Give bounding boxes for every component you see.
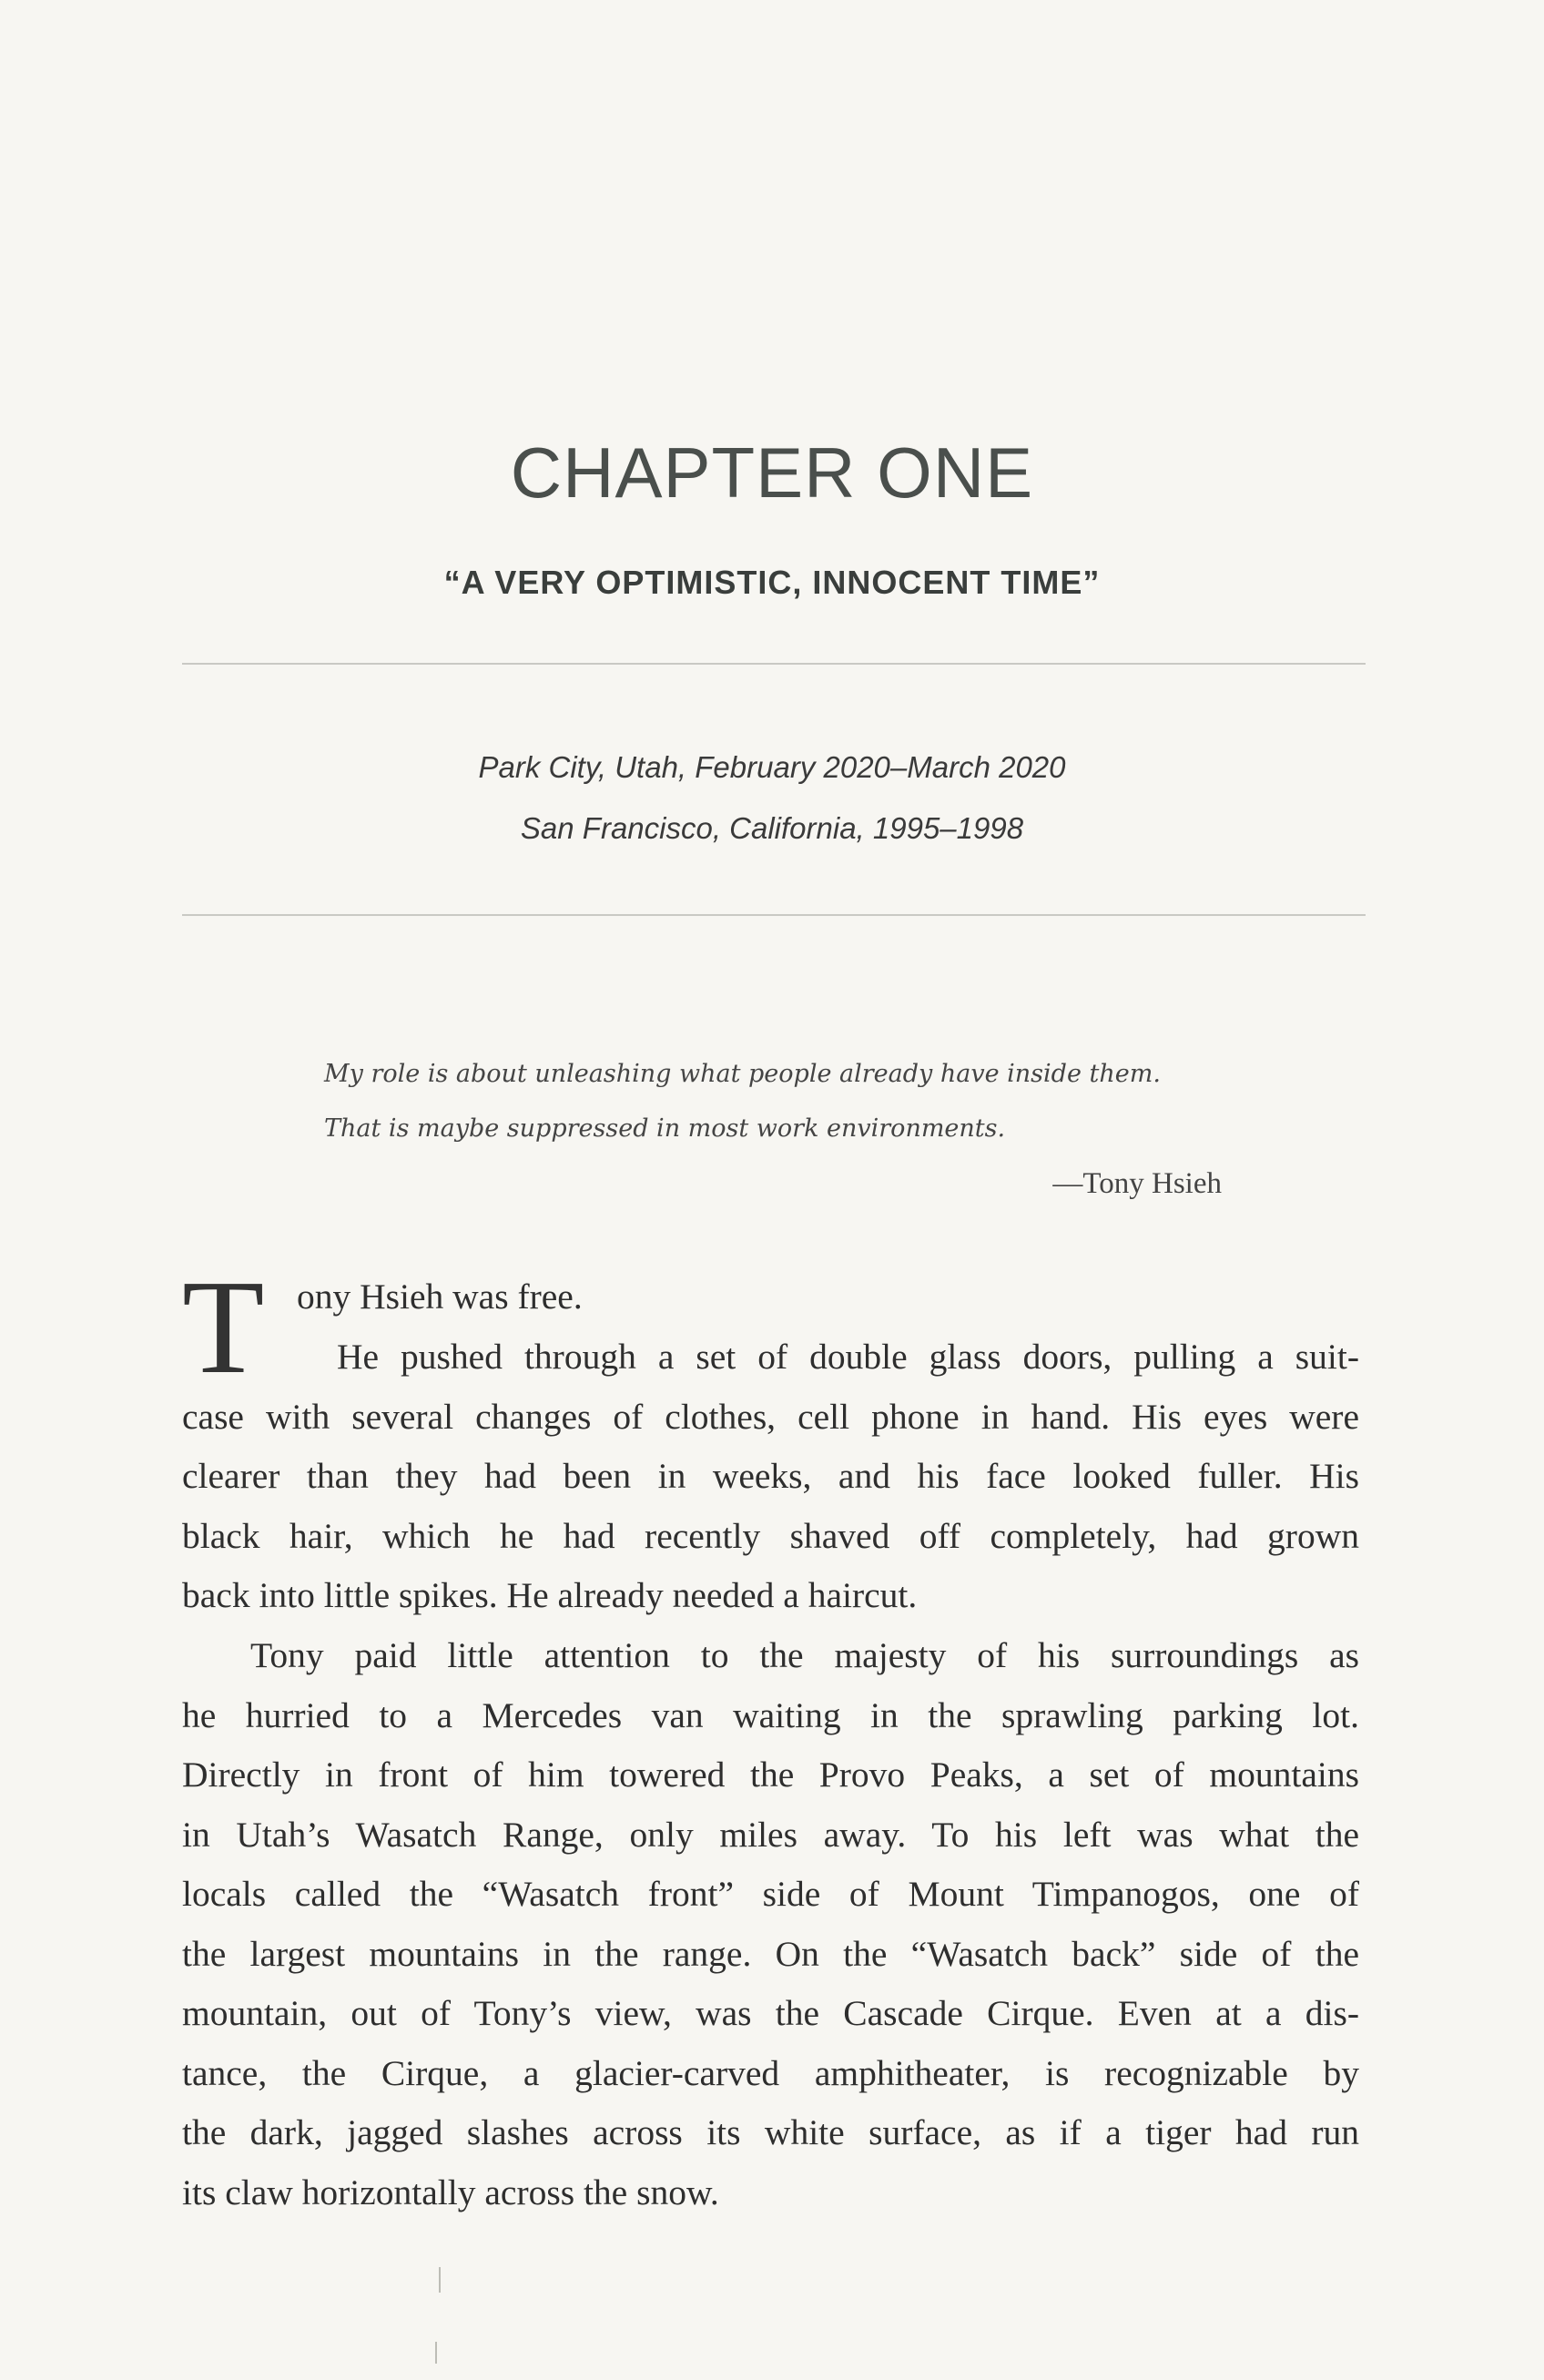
divider-top [182,663,1366,665]
paragraph-line: Tony paid little attention to the majesty of his surroundings as [250,1635,1359,1675]
location-line-1: Park City, Utah, February 2020–March 2020 [478,750,1066,784]
chapter-heading: CHAPTER ONE [510,432,1034,513]
paragraph-line: clearer than they had been in weeks, and his face looked fuller. His [182,1456,1359,1496]
paragraph-line: He pushed through a set of double glass doors, pulling a suit- [337,1337,1359,1377]
divider-bottom [182,914,1366,916]
paragraph-line: the largest mountains in the range. On the “Wasatch back” side of the [182,1933,1359,1974]
paragraph-2 [182,1626,1359,2222]
location-line-2: San Francisco, California, 1995–1998 [520,811,1024,845]
scan-mark [439,2267,441,2293]
drop-cap: T [182,1253,265,1402]
chapter-subtitle: “A VERY OPTIMISTIC, INNOCENT TIME” [443,564,1101,601]
paragraph-line: its claw horizontally across the snow. [182,2171,719,2212]
paragraph-1 [182,1327,1359,1626]
paragraph-line: case with several changes of clothes, cell phone in hand. His eyes were [182,1396,1359,1437]
paragraph-line: mountain, out of Tony’s view, was the Cascade Cirque. Even at a dis- [182,1993,1359,2033]
opening-line: ony Hsieh was free. [297,1276,583,1317]
paragraph-line: Directly in front of him towered the Provo Peaks, a set of mountains [182,1754,1359,1795]
epigraph-line-2: That is maybe suppressed in most work environments. [324,1114,1006,1143]
scan-mark [435,2342,437,2364]
epigraph [324,1047,1234,1156]
paragraph-line: the dark, jagged slashes across its white surface, as if a tiger had run [182,2112,1359,2152]
paragraph-line: locals called the “Wasatch front” side of Mount Timpanogos, one of [182,1874,1359,1914]
epigraph-line-1: My role is about unleashing what people already have inside them. [324,1060,1161,1088]
paragraph-line: he hurried to a Mercedes van waiting in the sprawling parking lot. [182,1694,1359,1735]
paragraph-line: back into little spikes. He already needed a haircut. [182,1575,918,1615]
paragraph-line: in Utah’s Wasatch Range, only miles away. To his left was what the [182,1814,1359,1855]
epigraph-attribution: —Tony Hsieh [1052,1167,1222,1200]
paragraph-line: black hair, which he had recently shaved off completely, had grown [182,1515,1359,1556]
paragraph-line: tance, the Cirque, a glacier-carved amphitheater, is recognizable by [182,2052,1359,2093]
